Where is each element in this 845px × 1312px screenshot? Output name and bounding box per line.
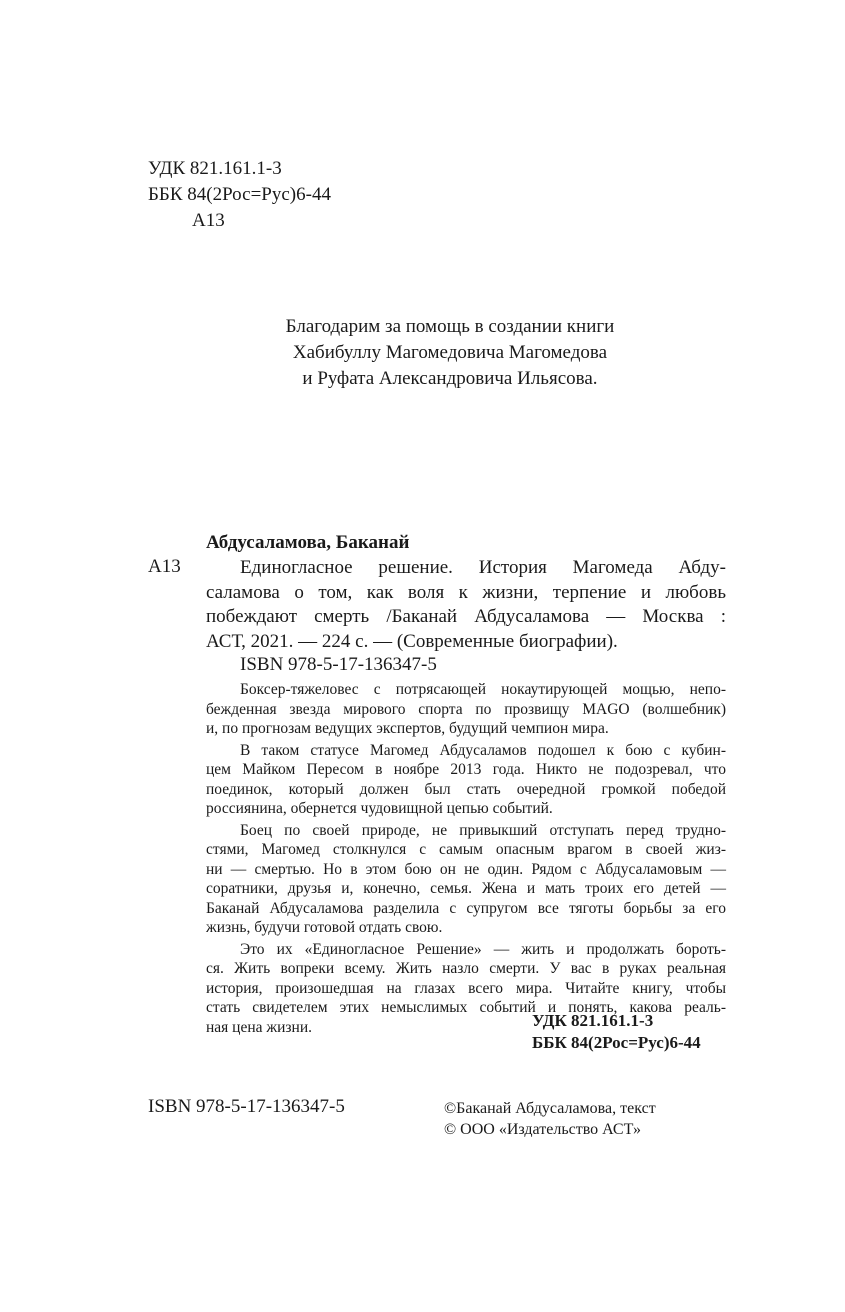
annotation-line: Боксер-тяжеловес с потрясающей нокаутирующей мощью, непо- [240,681,726,698]
copyright-text: ©Баканай Абдусаламова, текст [444,1100,656,1117]
card-description-line: АСТ, 2021. — 224 с. — (Современные биографии). [206,630,618,652]
annotation-line: Это их «Единогласное Решение» — жить и продолжать бороть- [240,940,726,958]
annotation-line: ни — смертью. Но в этом бою он не один. Рядом с Абдусаламовым — [206,860,726,878]
card-description [206,556,726,654]
author-sign: А13 [192,210,225,231]
annotation-line: бежденная звезда мирового спорта по прозвищу MAGO (волшебник) [206,700,726,718]
annotation-line: стать свидетелем этих немыслимых событий и понять, какова реаль- [206,999,726,1016]
annotation-line: ся. Жить вопреки всему. Жить назло смерти. У вас в руках реальная [206,960,726,977]
annotation-line: цем Майком Пересом в ноябре 2013 года. Никто не подозревал, что [206,761,726,778]
udk-code: УДК 821.161.1-3 [532,1011,654,1030]
annotation-line: стями, Магомед столкнулся с самым опасным врагом в своей жиз- [206,841,726,858]
annotation-line: Баканай Абдусаламова разделила с супругом все тяготы борьбы за его [206,899,726,917]
footer-isbn: ISBN 978-5-17-136347-5 [148,1096,345,1117]
thanks-line: Хабибуллу Магомедовича Магомедова [292,342,608,363]
annotation-line: соратники, друзья и, конечно, семья. Жена и мать троих его детей — [206,880,726,897]
copyright-publisher: © ООО «Издательство АСТ» [444,1121,641,1138]
acknowledgements [230,314,670,392]
card-description-line: саламова о том, как воля к жизни, терпение и любовь [206,581,726,603]
copyright-block [444,1098,656,1140]
annotation-line: ная цена жизни. [206,1018,312,1036]
card-description-line: побеждают смерть /Баканай Абдусаламова — Москва : [206,606,726,627]
card-author-sign: А13 [148,556,181,577]
annotation-line: поединок, который должен был стать очередной громкой победой [206,780,726,798]
classification-bottom [532,1010,701,1054]
bbk-code: ББК 84(2Рос=Рус)6-44 [148,184,331,205]
annotation [206,680,726,1037]
card-author: Абдусаламова, Баканай [206,532,410,553]
card-description-line: Единогласное решение. История Магомеда Абду- [240,557,726,578]
annotation-line: жизнь, будучи готовой отдать свою. [206,919,443,936]
thanks-line: Благодарим за помощь в создании книги [285,316,615,337]
udk-code: УДК 821.161.1-3 [148,158,282,179]
thanks-line: и Руфата Александровича Ильясова. [302,368,598,389]
annotation-line: россиянина, обернется чудовищной цепью событий. [206,800,553,817]
annotation-line: Боец по своей природе, не привыкший отступать перед трудно- [240,821,726,839]
annotation-line: В таком статусе Магомед Абдусаламов подошел к бою с кубин- [240,741,726,759]
annotation-line: история, произошедшая на глазах всего мира. Читайте книгу, чтобы [206,979,726,997]
card-isbn: ISBN 978-5-17-136347-5 [240,654,437,675]
classification-block [148,156,331,234]
bbk-code: ББК 84(2Рос=Рус)6-44 [532,1033,701,1052]
annotation-line: и, по прогнозам ведущих экспертов, будущий чемпион мира. [206,720,609,737]
